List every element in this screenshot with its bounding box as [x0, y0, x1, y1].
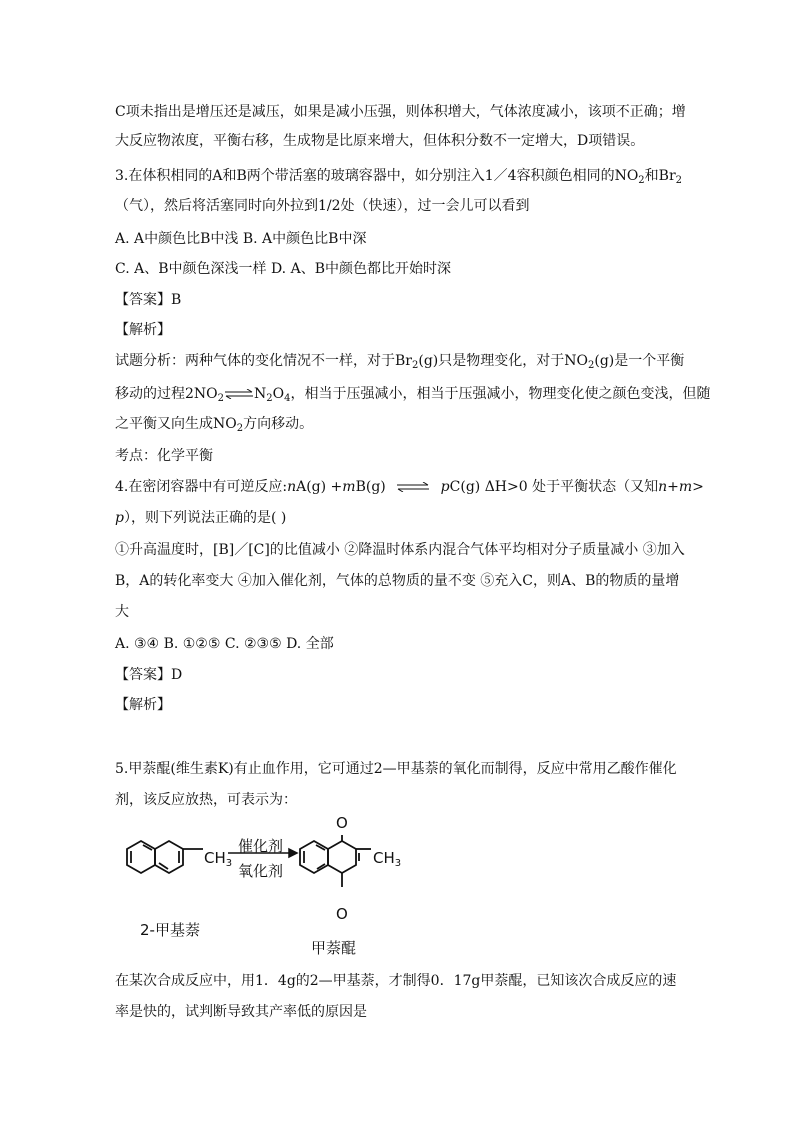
question-3-analysis: 试题分析：两种气体的变化情况不一样，对于$Br_2(g)$只是物理变化，对于$NO_2(g)$是一个平衡 [115, 353, 685, 371]
question-3-answer: 【答案】B [115, 292, 182, 308]
equilibrium-arrow-icon [224, 389, 254, 399]
question-5-body-cont: 率是快的，试判断导致其产率低的原因是 [115, 1004, 367, 1020]
question-5-body: 在某次合成反应中，用1．4g的2—甲基萘，才制得0．17g甲萘醌，已知该次合成反应的速 [115, 973, 677, 989]
question-3-analysis-equation: 移动的过程$2NO_2$ $N_2O_4$，相当于压强减小，相当于压强减小，物理变化使之颜色变浅，但随 [115, 386, 711, 404]
carbonyl-oxygen-label: O [336, 905, 348, 923]
question-3-options-ab: A. A中颜色比B中浅 B. A中颜色比B中深 [115, 231, 367, 247]
question-4-answer: 【答案】D [115, 667, 183, 683]
reaction-diagram [115, 814, 415, 965]
question-3-analysis-cont: 之平衡又向生成$NO_2$方向移动。 [115, 416, 314, 434]
menadione-structure [300, 835, 371, 887]
question-3-kaodian: 考点：化学平衡 [115, 448, 213, 464]
text-line: 大反应物浓度，平衡右移，生成物是比原来增大，但体积分数不一定增大，D项错误。 [115, 133, 645, 149]
question-4-stem: 4.在密闭容器中有可逆反应:nA(g) +mB(g) pC(g) ΔH>0 处于平衡状态（又知n+m> [115, 479, 704, 495]
question-5-stem-cont: 剂，该反应放热，可表示为： [115, 792, 297, 808]
compound-name-menadione: 甲萘醌 [311, 939, 357, 957]
compound-name-methylnaphthalene: 2-甲基萘 [140, 921, 200, 939]
methyl-group-label: $CH_3$ [204, 849, 233, 869]
question-4-statement-2: B，A的转化率变大 ④加入催化剂，气体的总物质的量不变 ⑤充入C，则A、B的物质的量增 [115, 573, 680, 589]
question-4-options: A. ③④ B. ①②⑤ C. ②③⑤ D. 全部 [115, 636, 334, 652]
methyl-group-label: $CH_3$ [373, 849, 402, 869]
methylnaphthalene-structure [127, 841, 203, 873]
question-3-analysis-heading: 【解析】 [115, 322, 171, 338]
question-3-options-cd: C. A、B中颜色深浅一样 D. A、B中颜色都比开始时深 [115, 261, 451, 277]
catalyst-label: 催化剂 [238, 837, 284, 855]
question-4-stem-cont: p），则下列说法正确的是( ) [115, 510, 287, 526]
question-3-stem-cont: （气），然后将活塞同时向外拉到1/2处（快速），过一会儿可以看到 [115, 198, 530, 214]
question-4-analysis-heading: 【解析】 [115, 697, 171, 713]
question-4-statement-3: 大 [115, 604, 129, 620]
question-4-statement-1: ①升高温度时，[B]／[C]的比值减小 ②降温时体系内混合气体平均相对分子质量减小 ③加入 [115, 542, 685, 558]
text-line: C项未指出是增压还是减压，如果是减小压强，则体积增大，气体浓度减小，该项不正确；增 [115, 104, 686, 120]
oxidant-label: 氧化剂 [238, 862, 284, 880]
question-3-stem: 3.在体积相同的A和B两个带活塞的玻璃容器中，如分别注入1／4容积颜色相同的$NO_2$和$Br_2$ [115, 168, 683, 186]
equilibrium-arrow-icon [396, 482, 430, 492]
question-5-stem: 5.甲萘醌(维生素K)有止血作用，它可通过2—甲基萘的氧化而制得，反应中常用乙酸作催化 [115, 761, 677, 777]
carbonyl-oxygen-label: O [336, 814, 348, 832]
